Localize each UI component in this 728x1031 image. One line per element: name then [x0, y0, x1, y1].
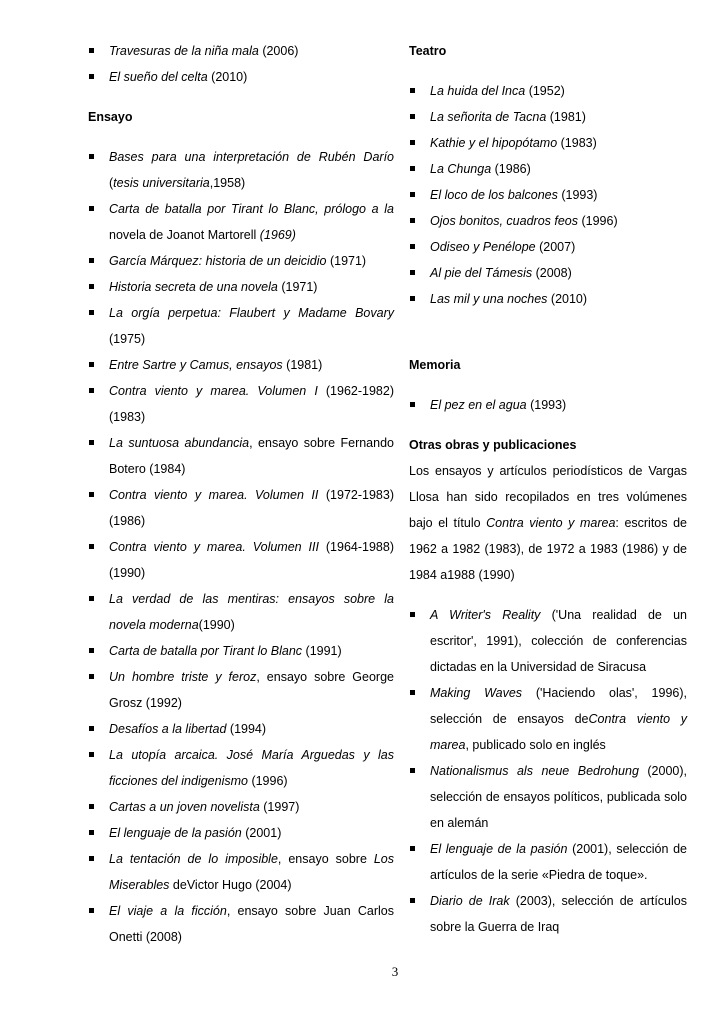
- otras-heading: Otras obras y publicaciones: [409, 438, 577, 452]
- list-item: Nationalismus als neue Bedrohung (2000), selección de ensayos políticos, publicada solo en alemán: [409, 758, 687, 836]
- list-item: Contra viento y marea. Volumen III (1964-1988) (1990): [88, 534, 394, 586]
- list-item: Las mil y una noches (2010): [409, 286, 687, 312]
- list-item: Kathie y el hipopótamo (1983): [409, 130, 687, 156]
- otras-paragraph: Los ensayos y artículos periodísticos de Vargas Llosa han sido recopilados en tres volúmenes bajo el título Contra viento y marea: escritos de 1962 a 1982 (1983), de 1972 a 1983 (1986) y de 1984 a1988 (1990): [409, 464, 687, 582]
- list-item: El pez en el agua (1993): [409, 392, 687, 418]
- right-column: [409, 38, 687, 940]
- list-item: Ojos bonitos, cuadros feos (1996): [409, 208, 687, 234]
- list-item: La señorita de Tacna (1981): [409, 104, 687, 130]
- list-item: Desafíos a la libertad (1994): [88, 716, 394, 742]
- list-item: Historia secreta de una novela (1971): [88, 274, 394, 300]
- list-item: La verdad de las mentiras: ensayos sobre la novela moderna(1990): [88, 586, 394, 638]
- page-number: 3: [391, 964, 399, 979]
- list-item: Un hombre triste y feroz, ensayo sobre George Grosz (1992): [88, 664, 394, 716]
- ensayo-heading: Ensayo: [88, 110, 133, 124]
- list-item: El lenguaje de la pasión (2001), selección de artículos de la serie «Piedra de toque».: [409, 836, 687, 888]
- novel-list: [88, 38, 394, 90]
- list-item: Contra viento y marea. Volumen II (1972-1983) (1986): [88, 482, 394, 534]
- list-item: La huida del Inca (1952): [409, 78, 687, 104]
- list-item: A Writer's Reality ('Una realidad de un escritor', 1991), colección de conferencias dictadas en la Universidad de Siracusa: [409, 602, 687, 680]
- memoria-list: [409, 392, 687, 418]
- list-item: Al pie del Támesis (2008): [409, 260, 687, 286]
- list-item: La suntuosa abundancia, ensayo sobre Fernando Botero (1984): [88, 430, 394, 482]
- left-column: [88, 38, 394, 950]
- list-item: Carta de batalla por Tirant lo Blanc, prólogo a la novela de Joanot Martorell (1969): [88, 196, 394, 248]
- list-item: El sueño del celta (2010): [88, 64, 394, 90]
- list-item: Entre Sartre y Camus, ensayos (1981): [88, 352, 394, 378]
- otras-list: [409, 602, 687, 940]
- list-item: La Chunga (1986): [409, 156, 687, 182]
- list-item: Travesuras de la niña mala (2006): [88, 38, 394, 64]
- ensayo-list: [88, 144, 394, 950]
- list-item: El lenguaje de la pasión (2001): [88, 820, 394, 846]
- list-item: La utopía arcaica. José María Arguedas y las ficciones del indigenismo (1996): [88, 742, 394, 794]
- list-item: El loco de los balcones (1993): [409, 182, 687, 208]
- memoria-heading: Memoria: [409, 358, 461, 372]
- list-item: Odiseo y Penélope (2007): [409, 234, 687, 260]
- list-item: Carta de batalla por Tirant lo Blanc (1991): [88, 638, 394, 664]
- list-item: Bases para una interpretación de Rubén Darío (tesis universitaria,1958): [88, 144, 394, 196]
- list-item: El viaje a la ficción, ensayo sobre Juan Carlos Onetti (2008): [88, 898, 394, 950]
- list-item: La tentación de lo imposible, ensayo sobre Los Miserables deVictor Hugo (2004): [88, 846, 394, 898]
- teatro-list: [409, 78, 687, 312]
- teatro-heading: Teatro: [409, 44, 447, 58]
- list-item: La orgía perpetua: Flaubert y Madame Bovary (1975): [88, 300, 394, 352]
- list-item: Diario de Irak (2003), selección de artículos sobre la Guerra de Iraq: [409, 888, 687, 940]
- list-item: Cartas a un joven novelista (1997): [88, 794, 394, 820]
- list-item: Making Waves ('Haciendo olas', 1996), selección de ensayos deContra viento y marea, publicado solo en inglés: [409, 680, 687, 758]
- list-item: Contra viento y marea. Volumen I (1962-1982) (1983): [88, 378, 394, 430]
- list-item: García Márquez: historia de un deicidio (1971): [88, 248, 394, 274]
